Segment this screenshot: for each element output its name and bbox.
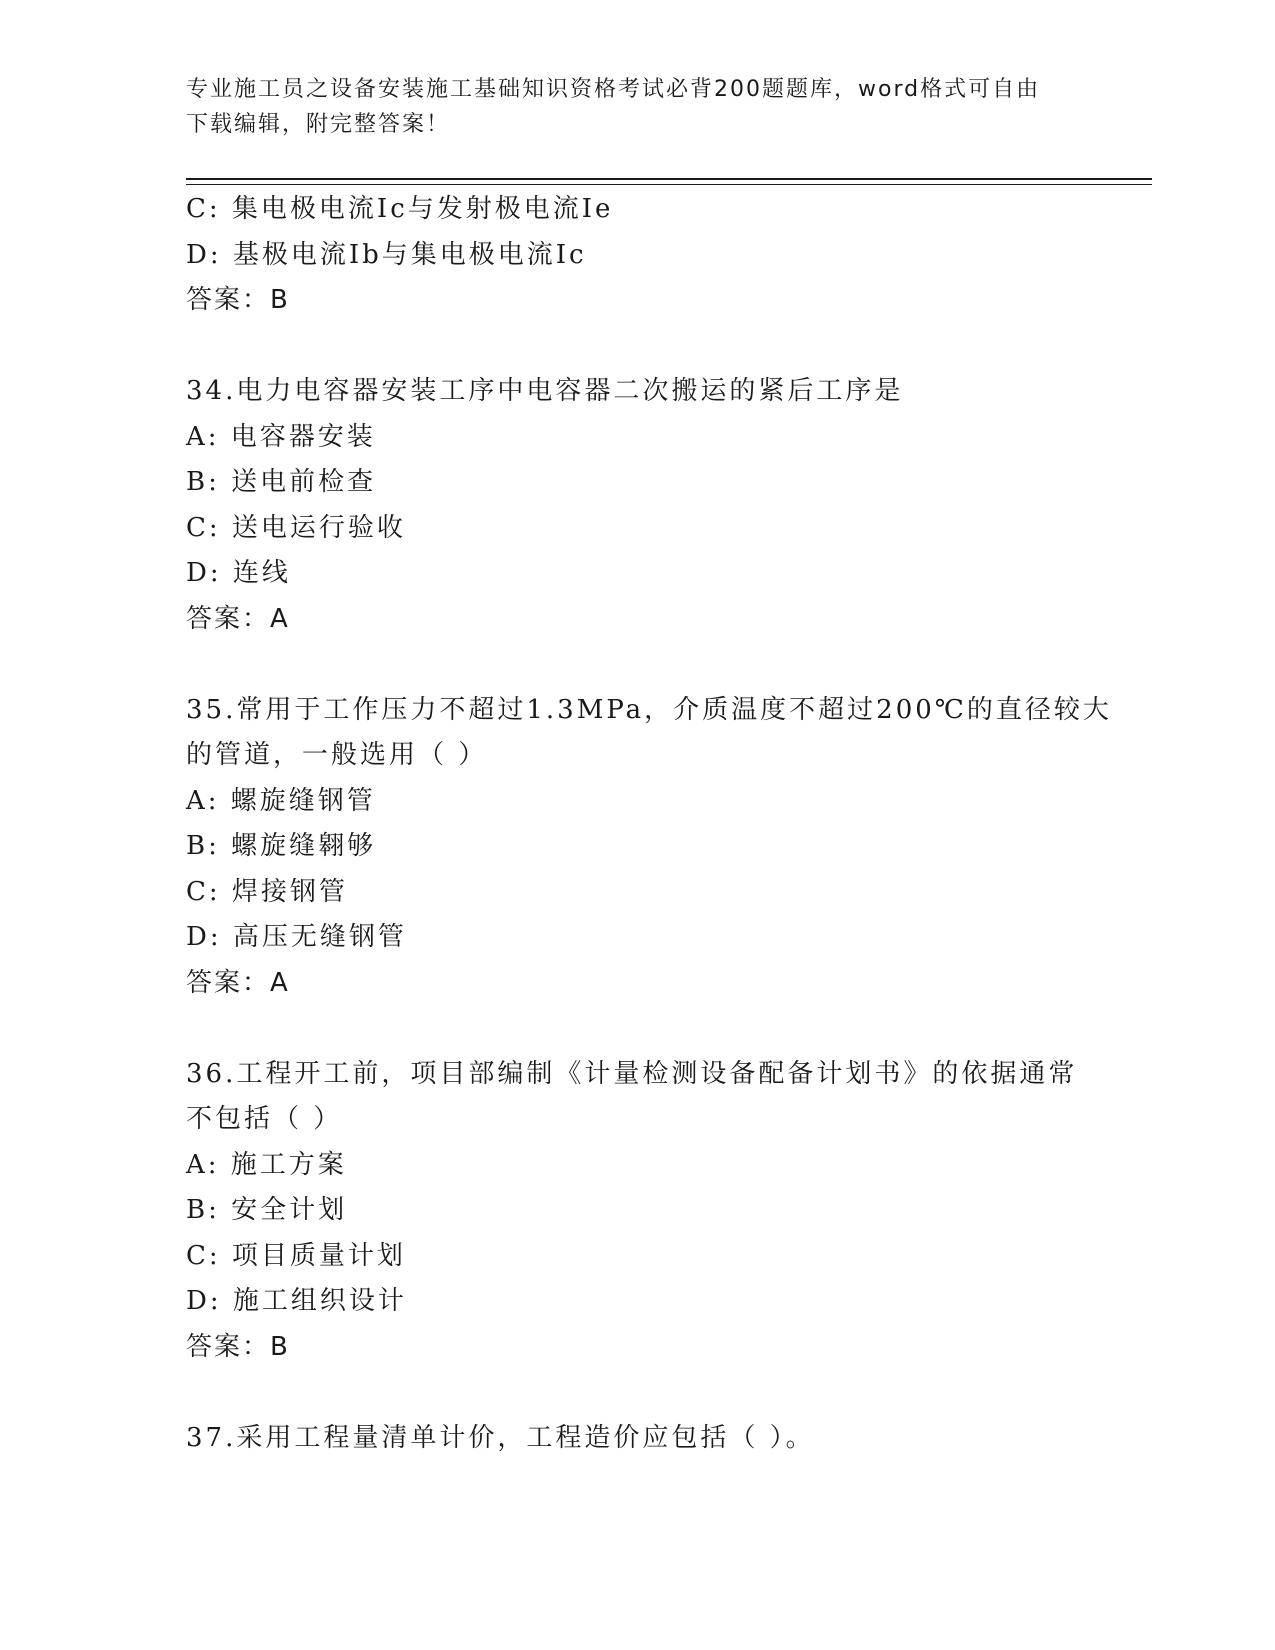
option-c: C: 集电极电流Ic与发射极电流Ie [186,194,614,224]
option-d: D: 高压无缝钢管 [186,922,407,952]
option-b: B: 螺旋缝翱够 [186,831,377,861]
question-34 [186,369,1086,642]
spacer [186,324,1086,370]
question-37 [186,1416,1086,1462]
answer-line: 答案：B [186,285,290,315]
question-36 [186,1052,1086,1371]
option-d: D: 连线 [186,558,291,588]
question-stem-line-1: 36.工程开工前，项目部编制《计量检测设备配备计划书》的依据通常 [186,1058,1078,1089]
option-d: D: 基极电流Ib与集电极电流Ic [186,239,587,270]
option-a: A: 施工方案 [186,1149,347,1180]
question-33-continued [186,187,1086,324]
question-list [186,187,1112,1461]
answer-line: 答案：A [186,603,290,634]
option-d: D: 施工组织设计 [186,1286,407,1316]
question-stem-line-1: 35.常用于工作压力不超过1.3MPa，介质温度不超过200℃的直径较大 [186,694,1112,725]
header-divider-thin [186,184,1152,185]
question-35 [186,688,1112,1007]
document-header [186,72,1066,142]
spacer [186,1370,1086,1416]
spacer [186,1006,1086,1052]
question-stem-line-2: 不包括（ ） [186,1104,343,1134]
question-stem: 34.电力电容器安装工序中电容器二次搬运的紧后工序是 [186,376,904,406]
question-stem-line-2: 的管道，一般选用（ ） [186,740,488,770]
option-b: B: 送电前检查 [186,467,377,497]
option-b: B: 安全计划 [186,1195,348,1225]
header-divider-thick [186,178,1152,180]
option-a: A: 电容器安装 [186,421,376,452]
header-title-line-2: 下载编辑，附完整答案！ [186,112,451,137]
header-title-line-1: 专业施工员之设备安装施工基础知识资格考试必背200题题库，word格式可自由 [186,77,1041,102]
answer-line: 答案：A [186,967,290,998]
option-c: C: 项目质量计划 [186,1240,406,1271]
option-a: A: 螺旋缝钢管 [186,785,376,816]
question-stem: 37.采用工程量清单计价，工程造价应包括（ ）。 [186,1422,815,1453]
option-c: C: 送电运行验收 [186,512,406,543]
spacer [186,642,1086,688]
answer-line: 答案：B [186,1331,290,1362]
option-c: C: 焊接钢管 [186,876,348,907]
